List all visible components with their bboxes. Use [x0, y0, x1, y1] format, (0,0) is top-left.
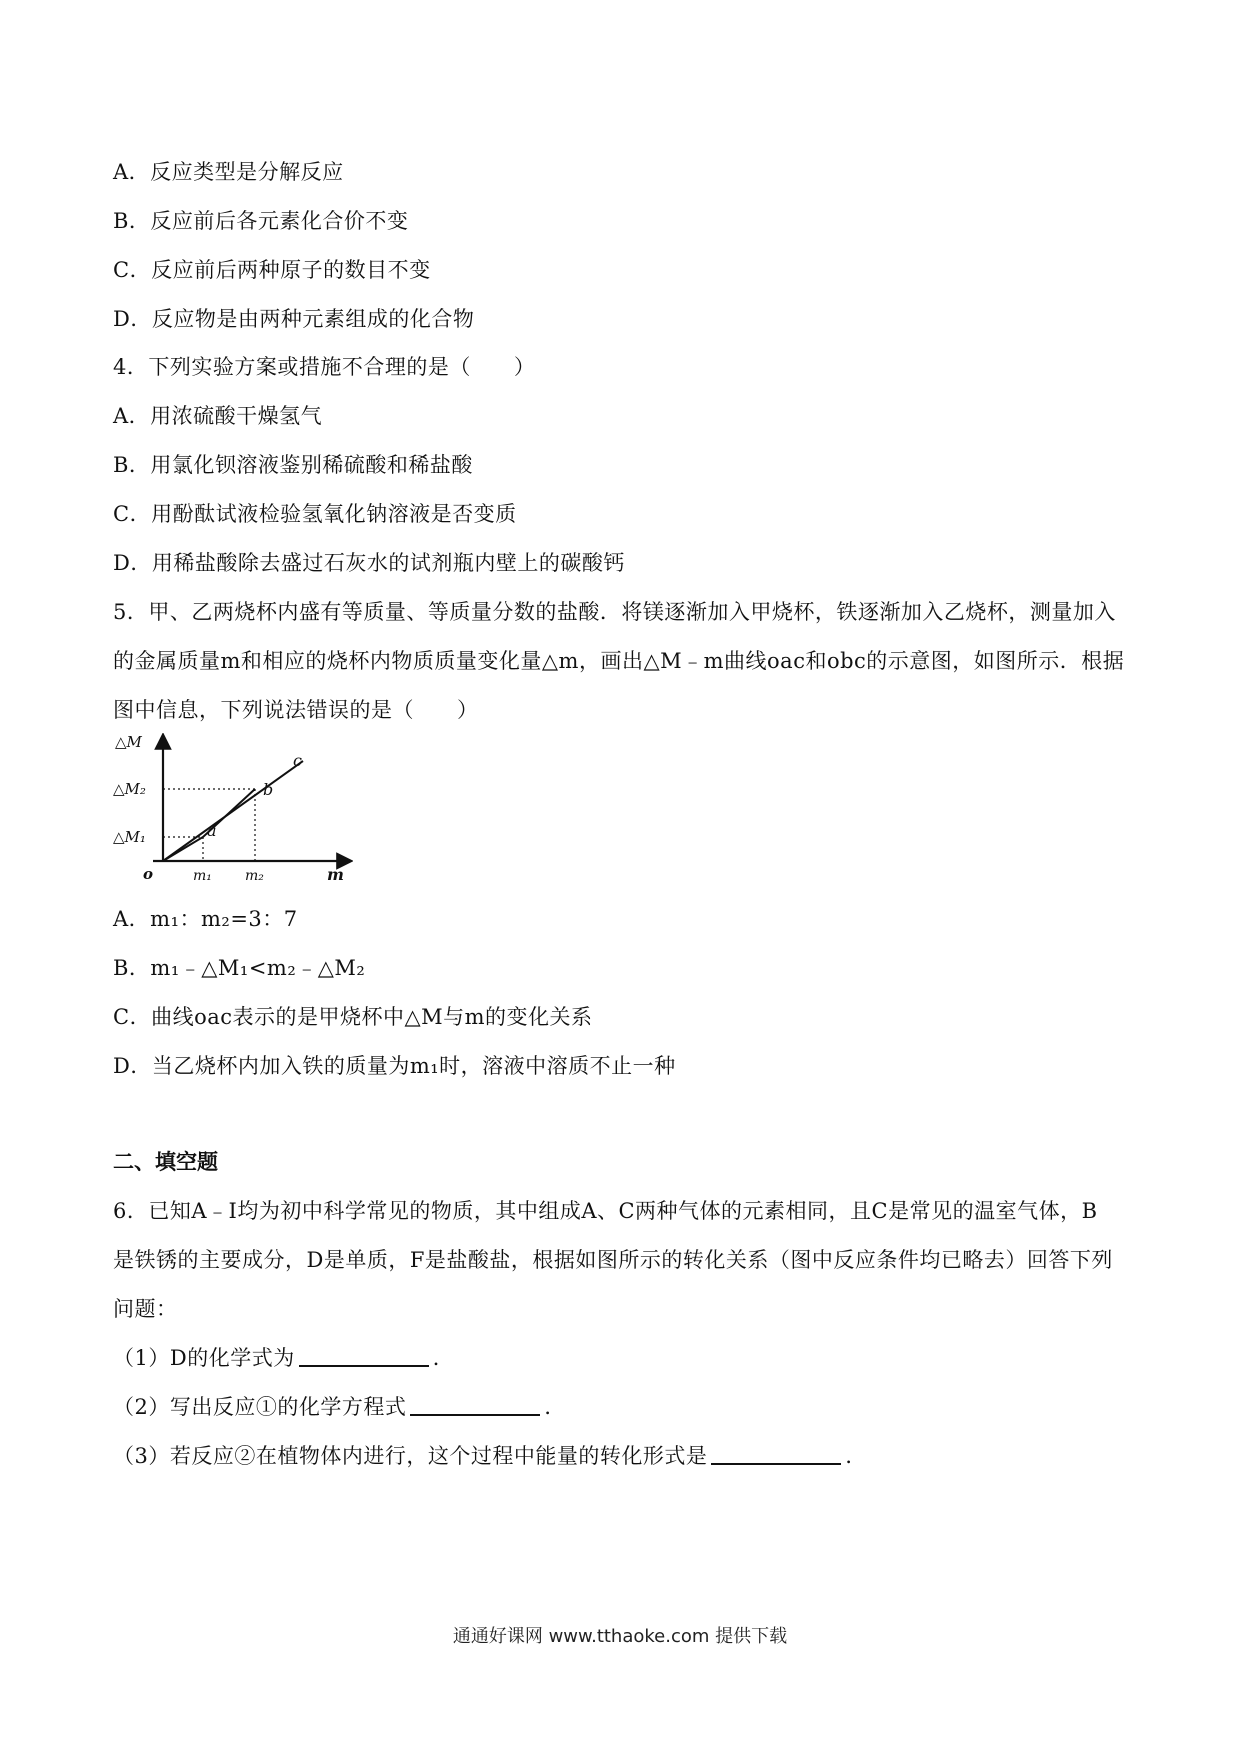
q4-option-b: B．用氯化钡溶液鉴别稀硫酸和稀盐酸: [113, 453, 473, 477]
q6-sub-1-period: ．: [432, 1346, 455, 1370]
q6-sub-1-blank[interactable]: [299, 1345, 429, 1367]
q5-option-c: C．曲线oac表示的是甲烧杯中△M与m的变化关系: [113, 1005, 593, 1029]
q5-option-a: A．m₁：m₂=3：7: [113, 907, 298, 931]
section-2-title: 二、填空题: [113, 1149, 218, 1174]
q5-option-b: B．m₁﹣△M₁<m₂﹣△M₂: [113, 956, 366, 980]
x-tick-m1: m₁: [193, 868, 212, 884]
q6-sub-2-text: （2）写出反应①的化学方程式: [113, 1395, 407, 1419]
q6-sub-3-blank[interactable]: [711, 1443, 841, 1465]
q6-stem-line-3: 问题：: [113, 1297, 178, 1321]
point-b-label: b: [263, 780, 274, 799]
point-c-label: c: [293, 751, 302, 770]
q6-sub-2-blank[interactable]: [410, 1394, 540, 1416]
q4-stem: 4．下列实验方案或措施不合理的是（ ）: [113, 355, 536, 379]
q6-sub-2: [113, 1392, 566, 1422]
q4-option-c: C．用酚酞试液检验氢氧化钠溶液是否变质: [113, 502, 517, 526]
y-axis-label: △M: [115, 733, 142, 751]
q6-sub-3: [113, 1441, 867, 1471]
q3-option-a: A．反应类型是分解反应: [113, 160, 344, 184]
q4-option-d: D．用稀盐酸除去盛过石灰水的试剂瓶内壁上的碳酸钙: [113, 551, 625, 575]
q5-stem-line-3: 图中信息，下列说法错误的是（ ）: [113, 698, 479, 722]
q6-sub-3-text: （3）若反应②在植物体内进行，这个过程中能量的转化形式是: [113, 1444, 708, 1468]
q6-sub-2-period: ．: [544, 1395, 566, 1419]
q3-option-d: D．反应物是由两种元素组成的化合物: [113, 307, 475, 331]
q3-option-b: B．反应前后各元素化合价不变: [113, 209, 409, 233]
origin-label: o: [143, 865, 154, 883]
q3-option-c: C．反应前后两种原子的数目不变: [113, 258, 431, 282]
q6-sub-1-text: （1）D的化学式为: [113, 1346, 295, 1370]
q5-graph: [113, 733, 353, 885]
q6-stem-line-1: 6．已知A﹣I均为初中科学常见的物质，其中组成A、C两种气体的元素相同，且C是常见的温室气体，B: [113, 1199, 1098, 1223]
q6-stem-line-2: 是铁锈的主要成分，D是单质，F是盐酸盐，根据如图所示的转化关系（图中反应条件均已略去）回答下列: [113, 1248, 1113, 1272]
q5-stem-line-1: 5．甲、乙两烧杯内盛有等质量、等质量分数的盐酸．将镁逐渐加入甲烧杯，铁逐渐加入乙烧杯，测量加入: [113, 600, 1116, 624]
point-a-label: a: [207, 821, 217, 840]
q5-stem-line-2: 的金属质量m和相应的烧杯内物质质量变化量△m，画出△M﹣m曲线oac和obc的示意图，如图所示．根据: [113, 649, 1125, 673]
q4-option-a: A．用浓硫酸干燥氢气: [113, 404, 323, 428]
page-footer: 通通好课网 www.tthaoke.com 提供下载: [452, 1626, 788, 1647]
x-axis-label: m: [327, 865, 344, 884]
y-tick-dm2: △M₂: [113, 780, 146, 798]
q6-sub-3-period: ．: [845, 1444, 867, 1468]
q5-option-d: D．当乙烧杯内加入铁的质量为m₁时，溶液中溶质不止一种: [113, 1054, 676, 1078]
x-tick-m2: m₂: [245, 868, 264, 884]
curve-oac: [163, 761, 303, 861]
q6-sub-1: [113, 1343, 454, 1373]
y-tick-dm1: △M₁: [113, 828, 146, 846]
